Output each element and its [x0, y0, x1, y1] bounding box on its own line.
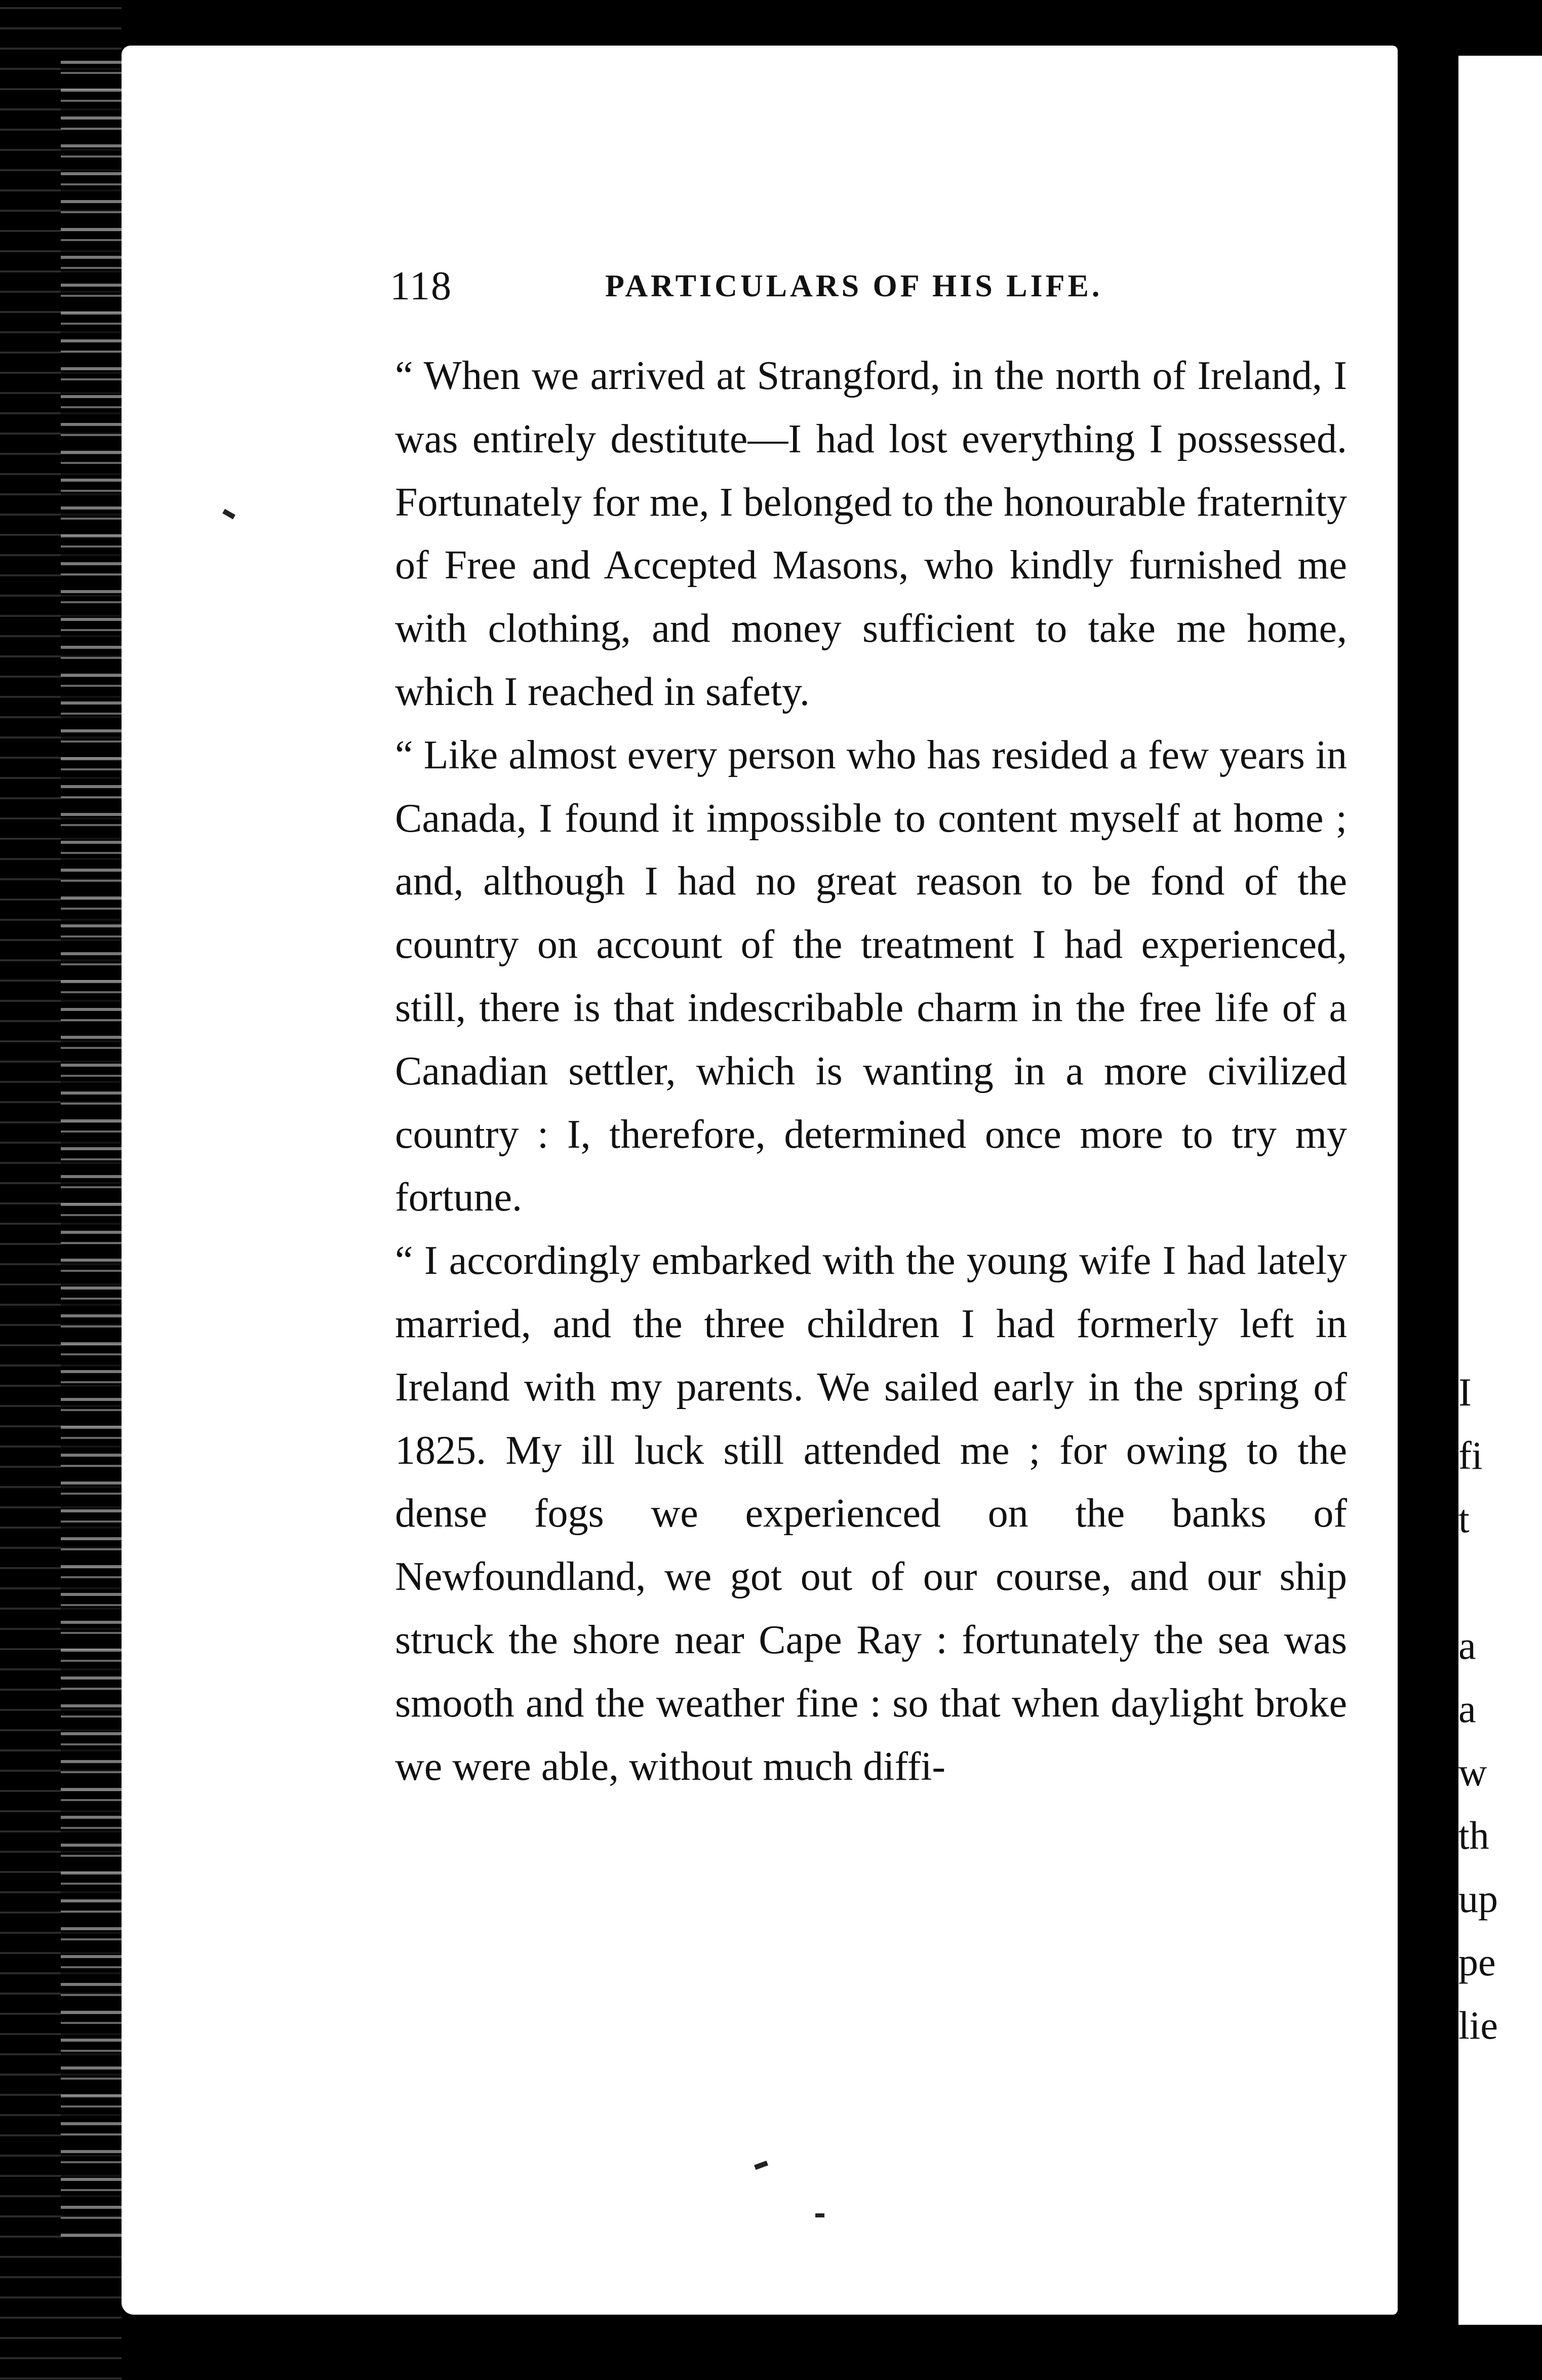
- next-page-sliver: [1458, 56, 1542, 2325]
- next-page-fragment: pe: [1458, 1940, 1496, 1984]
- next-page-fragment: I: [1458, 1370, 1472, 1414]
- page-number: 118: [390, 264, 453, 308]
- next-page-fragment: th: [1458, 1813, 1489, 1857]
- next-page-fragment: a: [1458, 1623, 1476, 1667]
- paragraph-2-text: “ Like almost every person who has resided a few years in Canada, I found it impossible to content myself at home ; and, although I had no great reason to be fond of the country on account of the treatment I had experienced, still, there is that indescribable charm in the free life of a Canadian settler, which is wanting in a more civilized country : I, therefore, determined once more to try my fortune.: [395, 732, 1347, 1220]
- next-page-fragment: up: [1458, 1877, 1498, 1921]
- paragraph-1: [395, 344, 1347, 724]
- book-binding-edge: [0, 0, 122, 2380]
- next-page-fragment: w: [1458, 1750, 1487, 1794]
- binding-speckle: [61, 61, 122, 2239]
- next-page-fragment: fi: [1458, 1433, 1483, 1477]
- page-header: [273, 263, 1347, 319]
- next-page-fragment: lie: [1458, 2003, 1498, 2047]
- body-text: [395, 344, 1347, 1798]
- paragraph-3-text: “ I accordingly embarked with the young wife I had lately married, and the three children I had formerly left in Ireland with my parents. We sailed early in the spring of 1825. My ill luck still attended me ; for owing to the dense fogs we experienced on the banks of Newfoundland, we got out of our course, and our ship struck the shore near Cape Ray : fortunately the sea was smooth and the weather fine : so that when daylight broke we were able, without much diffi-: [395, 1238, 1347, 1789]
- next-page-fragment: a: [1458, 1687, 1476, 1731]
- scan-speck: [815, 2213, 824, 2217]
- running-title: PARTICULARS OF HIS LIFE.: [605, 269, 1103, 303]
- paragraph-2: [395, 724, 1347, 1229]
- paragraph-1-text: “ When we arrived at Strangford, in the north of Ireland, I was entirely destitute—I had lost everything I possessed. Fortunately for me, I belonged to the honourable fraternity of Free and Accepted Masons, who kindly furnished me with clothing, and money sufficient to take me home, which I reached in safety.: [395, 354, 1347, 714]
- paragraph-3: [395, 1229, 1347, 1798]
- next-page-fragment: t: [1458, 1497, 1470, 1541]
